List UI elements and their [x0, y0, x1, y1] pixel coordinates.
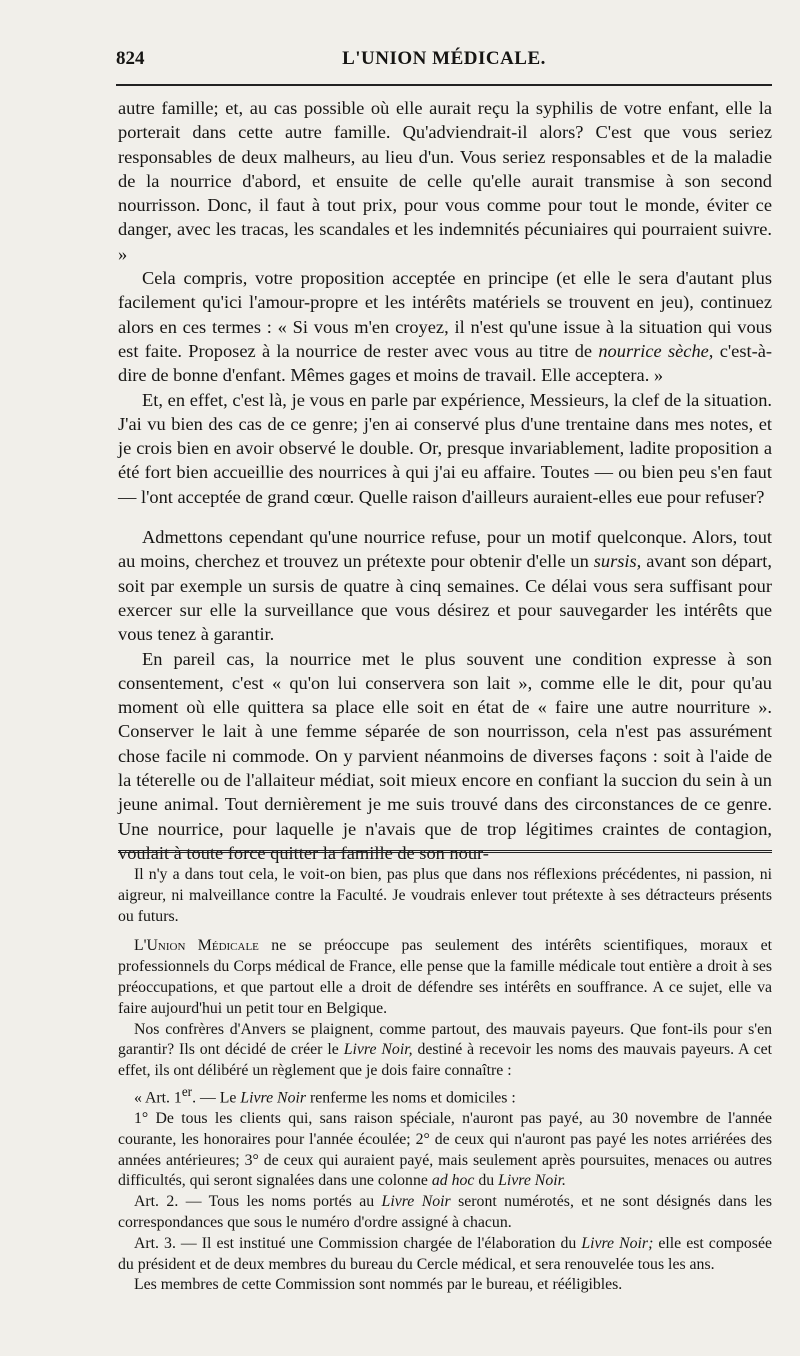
text-run: destiné à recevoir les noms des mauvais payeurs. A cet effet, ils ont délibéré un règlement que je dois faire connaître :	[118, 1041, 772, 1080]
journal-title: L'UNION MÉDICALE.	[342, 48, 546, 69]
text-run: 1° De tous les clients qui, sans raison spéciale, n'auront pas payé, au 30 novembre de l'année courante, les honoraires pour l'année écoulée; 2° de ceux qui n'auront pas payé les notes arriérées des années antérieures; 3° de ceux qui auraient payé, mais seulement après poursuites, menaces ou autres difficultés, qui seront signalées dans une colonne	[118, 1110, 772, 1190]
header-rule	[116, 84, 772, 86]
text-run: elle est composée du président et de deux membres du bureau du Cercle médical, et sera renouvelée tous les ans.	[118, 1234, 772, 1273]
page-number: 824	[116, 48, 145, 69]
notes-section	[118, 865, 772, 1296]
italic-term: Livre Noir	[240, 1089, 307, 1107]
note-paragraph	[118, 1192, 772, 1234]
note-paragraph: Il n'y a dans tout cela, le voit-on bien, pas plus que dans nos réflexions précédentes, ni passion, ni aigreur, ni malveillance contre la Faculté. Je voudrais enlever tout prétexte à ses détracteurs présents ou futurs.	[118, 866, 772, 925]
italic-term: ad hoc	[431, 1172, 475, 1190]
note-paragraph	[118, 1109, 772, 1192]
journal-name: L'Union Médicale	[134, 937, 259, 955]
italic-term: nourrice sèche,	[598, 340, 714, 361]
paragraph	[118, 525, 772, 646]
italic-term: Livre Noir	[381, 1193, 451, 1211]
text-run: Cela compris, votre proposition acceptée en principe (et elle le sera d'autant plus facilement qu'ici l'amour-propre et les intérêts matériels se trouvent en jeu), continuez alors en ces termes : « Si vous m'en croyez, il n'est qu'une issue à la situation qui vous est faite. Proposez à la nourrice de rester avec vous au titre de	[118, 268, 772, 361]
text-run: seront numérotés, et ne sont désignés dans les correspondances que sous le numéro d'ordre assigné à chacun.	[118, 1193, 772, 1232]
text-run: du	[474, 1172, 499, 1190]
section-rule	[118, 850, 772, 856]
note-paragraph	[118, 936, 772, 1019]
text-run: Art. 3. — Il est institué une Commission chargée de l'élaboration du	[134, 1234, 582, 1252]
text-run: Art. 2. — Tous les noms portés au	[134, 1193, 382, 1211]
paragraph: Et, en effet, c'est là, je vous en parle par expérience, Messieurs, la clef de la situation. J'ai vu bien des cas de ce genre; j'en ai conservé plus d'une trentaine dans mes notes, et je crois bien en avoir observé le double. Or, presque invariablement, ladite proposition a été fort bien accueillie des nourrices à qui j'ai eu affaire. Toutes — ou bien peu s'en faut — l'ont acceptée de grand cœur. Quelle raison d'ailleurs auraient-elles eue pour refuser?	[118, 389, 772, 507]
text-run: ne se préoccupe pas seulement des intérêts scientifiques, moraux et professionnels du Corps médical de France, elle pense que la famille médicale tout entière a droit à ses préoccupations, et que partout elle a droit de défendre ses intérêts en souffrance. A ce sujet, elle va faire aujourd'hui un petit tour en Belgique.	[118, 937, 772, 1017]
text-run: Nos confrères d'Anvers se plaignent, comme partout, des mauvais payeurs. Que font-ils pour s'en garantir? Ils ont décidé de créer le	[118, 1020, 772, 1059]
running-header	[116, 48, 772, 78]
main-text	[118, 96, 772, 865]
text-run: avant son départ, soit par exemple un sursis de quatre à cinq semaines. Ce délai vous sera suffisant pour exercer sur elle la surveillance que vous désirez et pour sauvegarder les intérêts que vous tenez à garantir.	[118, 551, 772, 645]
italic-term: Livre Noir;	[581, 1234, 654, 1252]
note-paragraph: Les membres de cette Commission sont nommés par le bureau, et rééligibles.	[134, 1276, 623, 1294]
italic-term: Livre Noir,	[343, 1041, 413, 1059]
superscript: er	[181, 1083, 193, 1099]
paragraph: autre famille; et, au cas possible où elle aurait reçu la syphilis de votre enfant, elle la porterait dans cette autre famille. Qu'adviendrait-il alors? C'est que vous seriez responsables de deux malheurs, au lieu d'un. Vous seriez responsables et de la maladie de la nourrice d'abord, et ensuite de celle qu'elle aurait transmise à son second nourrisson. Donc, il faut à tout prix, pour vous comme pour tout le monde, éviter ce danger, avec les tracas, les scandales et les indemnités pécuniaires qui pourraient suivre. »	[118, 98, 772, 264]
text-run: « Art. 1	[134, 1089, 182, 1107]
text-run: renferme les noms et domiciles :	[306, 1089, 516, 1107]
note-paragraph	[118, 1234, 772, 1276]
text-run: Admettons cependant qu'une nourrice refuse, pour un motif quelconque. Alors, tout au moins, cherchez et trouvez un prétexte pour obtenir d'elle un	[118, 527, 772, 572]
italic-term: Livre Noir.	[498, 1172, 566, 1190]
italic-term: sursis,	[593, 551, 642, 572]
paragraph: En pareil cas, la nourrice met le plus souvent une condition expresse à son consentement, c'est « qu'on lui conservera son lait », comme elle le dit, pour qu'au moment où elle quittera sa place elle soit en état de « faire une autre nourriture ». Conserver le lait à une femme séparée de son nourrisson, cela n'est pas assurément chose facile ni commode. On y parvient néanmoins de diverses façons : soit à l'aide de la téterelle ou de l'allaiteur médiat, soit mieux encore en confiant la succion du sein à un jeune animal. Tout dernièrement je me suis trouvé dans des circonstances de ce genre. Une nourrice, pour laquelle je n'avais que de trop légitimes craintes de contagion, voulait à toute force quitter la famille de son nour-	[118, 648, 772, 863]
paragraph	[118, 266, 772, 387]
text-run: . — Le	[192, 1089, 241, 1107]
text-run: c'est-à-dire de bonne d'enfant. Mêmes gages et moins de travail. Elle acceptera. »	[118, 340, 773, 386]
article-heading	[118, 1082, 772, 1109]
note-paragraph	[118, 1020, 772, 1082]
